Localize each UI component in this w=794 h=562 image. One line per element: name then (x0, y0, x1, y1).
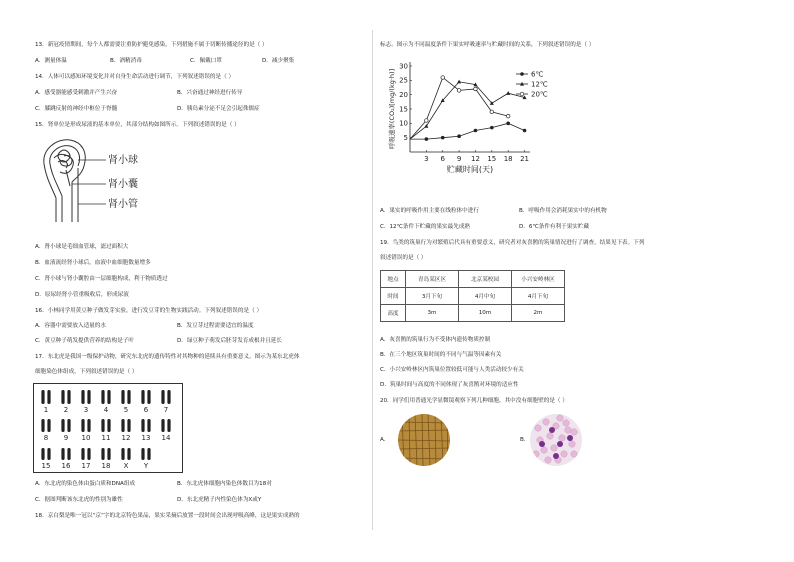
chromosome-label: 9 (63, 434, 69, 442)
column-divider (372, 30, 373, 530)
data-point (457, 134, 461, 138)
chromosome-label: X (123, 462, 129, 470)
chromosome-label: 3 (83, 406, 89, 414)
q16-option-a: A．容器中需要放入适量的水 (35, 323, 106, 329)
x-axis-label: 贮藏时间(天) (446, 165, 494, 174)
data-point (474, 129, 478, 133)
q14-option-c: C．膝跳反射的神经中枢位于脊髓 (35, 106, 118, 112)
chromosome-pair (81, 448, 90, 460)
chromosome-pair (121, 390, 130, 404)
q15-option-b: B．血液流经肾小球后，血液中血细胞数量增多 (35, 260, 151, 266)
y-tick-label: 30 (399, 62, 408, 71)
table-cell: 10m (459, 305, 512, 322)
data-point (457, 80, 461, 84)
q19-stem-line1: 19．鸟类的筑巢行为对繁殖后代具有重要意义，研究者对灰喜鹊的筑巢情况进行了调查，结果见下表。下列 (380, 240, 645, 246)
q16-option-d: D．绿豆种子萌发后胚芽发育成根并且延长 (177, 338, 282, 344)
data-point (506, 114, 510, 118)
chromosome-label: 15 (41, 462, 51, 470)
q14-option-b: B．兴奋通过神经进行传导 (177, 90, 243, 96)
y-tick-label: 20 (399, 91, 408, 100)
q16-stem: 16．小林同学用黄豆种子做发芽实验，进行发豆芽的生物实践活动。下列叙述错误的是（ ） (35, 308, 263, 314)
x-tick-label: 18 (503, 155, 513, 163)
q13-option-b: B．酒精消毒 (110, 58, 142, 64)
legend-label: 6℃ (531, 70, 544, 79)
y-tick-label: 25 (399, 76, 408, 85)
y-tick-label: 15 (399, 105, 408, 114)
q18-option-d: D．6℃条件有利于果实贮藏 (519, 224, 590, 230)
chromosome-label: 14 (161, 434, 171, 442)
chromosome-label: 6 (143, 406, 149, 414)
data-point (490, 110, 494, 114)
chromosome-label: 12 (121, 434, 131, 442)
q20-option-b-label: B． (520, 437, 530, 443)
chromosome-pair (41, 419, 50, 432)
q14-option-d: D．胰岛素分泌不足会引起侏儒症 (177, 106, 260, 112)
legend-marker (520, 72, 524, 76)
chromosome-label: 8 (43, 434, 49, 442)
q18-option-a: A．果实的呼吸作用主要在线粒体中进行 (380, 208, 479, 214)
chromosome-label: 1 (43, 406, 49, 414)
chromosome-pair (81, 390, 90, 404)
chromosome-label: 17 (81, 462, 91, 470)
chromosome-label: 11 (101, 434, 111, 442)
x-tick-label: 6 (440, 155, 445, 163)
q19-option-a: A．灰喜鹊的筑巢行为不受体内遗传物质控制 (380, 337, 491, 343)
x-tick-label: 12 (470, 155, 480, 163)
legend-label: 12℃ (531, 80, 548, 89)
chromosome-label: 7 (163, 406, 169, 414)
q19-stem-line2: 叙述错误的是（ ） (380, 255, 427, 261)
x-tick-label: 21 (520, 155, 530, 163)
table-cell: 高度 (381, 305, 406, 322)
y-tick-label: 5 (403, 134, 408, 143)
chromosome-pair (161, 390, 170, 404)
q17-stem-line1: 17．东北虎是我国一级保护动物，研究东北虎的遗传特性对其物种的延续具有重要意义。图示为某东北虎体 (35, 354, 300, 360)
survey-table (380, 270, 565, 322)
chromosome-label: 16 (61, 462, 71, 470)
x-tick-label: 3 (424, 155, 429, 163)
chromosome-label: 10 (81, 434, 91, 442)
q20-stem: 20．同学们用普通光学显微镜观察下列几种细胞，其中没有细胞壁的是（ ） (380, 398, 568, 404)
q15-stem: 15．肾单位是形成尿液的基本单位，其部分结构如图所示。下列叙述错误的是（ ） (35, 122, 240, 128)
q13-option-a: A．测量体温 (35, 58, 67, 64)
chromosome-pair (61, 448, 70, 460)
chromosome-pair (61, 390, 70, 404)
chromosome-label: Y (143, 462, 149, 470)
chromosome-pair (101, 448, 110, 460)
q20-option-a-label: A． (380, 437, 390, 443)
q15-option-c: C．肾小球与肾小囊腔由一层细胞构成，利于物质透过 (35, 276, 168, 282)
q17-option-d: D．东北虎精子内性染色体为X或Y (177, 497, 262, 503)
y-tick-label: 10 (399, 119, 408, 128)
table-cell: 4月中旬 (459, 288, 512, 305)
x-tick-label: 9 (456, 155, 462, 163)
table-row (381, 288, 565, 305)
q14-stem: 14．人体可以感知环境变化并对自身生命活动进行调节，下列叙述错误的是（ ） (35, 74, 235, 80)
chromosome-pair (41, 448, 50, 460)
chromosome-pair (121, 419, 130, 432)
karyotype-figure (33, 383, 183, 473)
q19-option-b: B．在三个地区筑巢时间的不同与气温等因素有关 (380, 352, 502, 358)
chromosome-pair (161, 419, 170, 432)
table-cell: 4月下旬 (512, 288, 565, 305)
chromosome-label: 4 (103, 406, 109, 414)
table-cell: 时间 (381, 288, 406, 305)
q17-stem-line2: 细胞染色体组成，下列叙述错误的是（ ） (35, 369, 138, 375)
x-tick-label: 15 (487, 155, 497, 163)
q13-option-d: D．减少聚集 (262, 58, 295, 64)
chromosome-pair (141, 448, 150, 460)
data-point (490, 126, 494, 130)
q13-option-c: C．佩戴口罩 (190, 58, 222, 64)
chromosome-label: 13 (141, 434, 151, 442)
table-cell: 北京某校园 (459, 271, 512, 288)
data-point (506, 91, 510, 95)
chromosome-pair (141, 390, 150, 404)
y-axis-label: 呼吸速率(CO₂)[mg/(kg·h)] (388, 68, 396, 150)
q18-stem: 18．京白梨是唯一冠以“京”字的北京特色果品，果实采摘后放置一段时间会出现呼吸高峰，这是果实成熟的 (35, 513, 300, 519)
plant-cell-micrograph (398, 414, 450, 466)
table-cell: 青岛某区区 (406, 271, 459, 288)
table-cell: 2m (512, 305, 565, 322)
q16-option-b: B．发豆芽过程需要适宜的温度 (177, 323, 254, 329)
q17-option-a: A．东北虎的染色体由蛋白质和DNA组成 (35, 481, 136, 487)
table-cell: 3m (406, 305, 459, 322)
chromosome-pair (121, 448, 130, 460)
table-cell: 小兴安岭林区 (512, 271, 565, 288)
chromosome-label: 18 (101, 462, 111, 470)
chromosome-pair (101, 390, 110, 404)
data-point (425, 119, 429, 123)
data-point (474, 87, 478, 91)
kidney-label-glomerulus: 肾小球 (108, 155, 138, 166)
chromosome-label: 5 (123, 406, 129, 414)
chromosome-label: 2 (63, 406, 69, 414)
karyotype-chromosomes (34, 384, 182, 472)
blood-cell-micrograph (530, 414, 582, 466)
chromosome-pair (61, 419, 70, 432)
nephron-diagram (36, 138, 156, 224)
data-point (506, 122, 510, 126)
q18-stem-continued: 标志。图示为不同温度条件下果实呼吸速率与贮藏时间的关系，下列叙述错误的是（ ） (380, 42, 595, 48)
table-row (381, 305, 565, 322)
q14-option-a: A．感受器能感受刺激并产生兴奋 (35, 90, 118, 96)
legend-marker (520, 92, 524, 96)
data-point (441, 76, 445, 80)
series-line (410, 77, 508, 139)
table-cell: 地点 (381, 271, 406, 288)
q13-stem: 13．新冠疫情期间，每个人都需要注重防护避免感染，下列措施不属于切断传播途径的是（ ） (35, 42, 268, 48)
q16-option-c: C．黄豆种子萌发提供营养的结构是子叶 (35, 338, 135, 344)
table-cell: 3月下旬 (406, 288, 459, 305)
q15-option-a: A．肾小球是毛细血管球，滤过面积大 (35, 244, 129, 250)
chromosome-pair (81, 419, 90, 432)
data-point (425, 137, 429, 141)
data-point (441, 136, 445, 140)
data-point (523, 129, 527, 133)
kidney-label-tubule: 肾小管 (108, 199, 138, 210)
table-header-row (381, 271, 565, 288)
q17-option-c: C．据图判断该东北虎的性别为雄性 (35, 497, 123, 503)
chromosome-pair (141, 419, 150, 432)
q15-option-d: D．原尿经肾小管重吸收后，形成尿液 (35, 292, 129, 298)
chromosome-pair (101, 419, 110, 432)
respiration-chart (388, 56, 548, 188)
q19-option-c: C．小兴安岭林区内筑巢位置较低可能与人类活动较少有关 (380, 367, 524, 373)
kidney-label-capsule: 肾小囊 (108, 179, 138, 190)
q17-option-b: B．东北虎体细胞内染色体数目为18对 (177, 481, 272, 487)
legend-label: 20℃ (531, 90, 548, 99)
q18-option-b: B．呼吸作用会消耗果实中的有机物 (519, 208, 607, 214)
data-point (457, 89, 461, 93)
q19-option-d: D．筑巢时间与高度的不同体现了灰喜鹊对环境的适应性 (380, 382, 519, 388)
q18-option-c: C．12℃条件下贮藏的果实最先成熟 (380, 224, 471, 230)
series-line (410, 82, 525, 139)
chromosome-pair (41, 390, 50, 404)
